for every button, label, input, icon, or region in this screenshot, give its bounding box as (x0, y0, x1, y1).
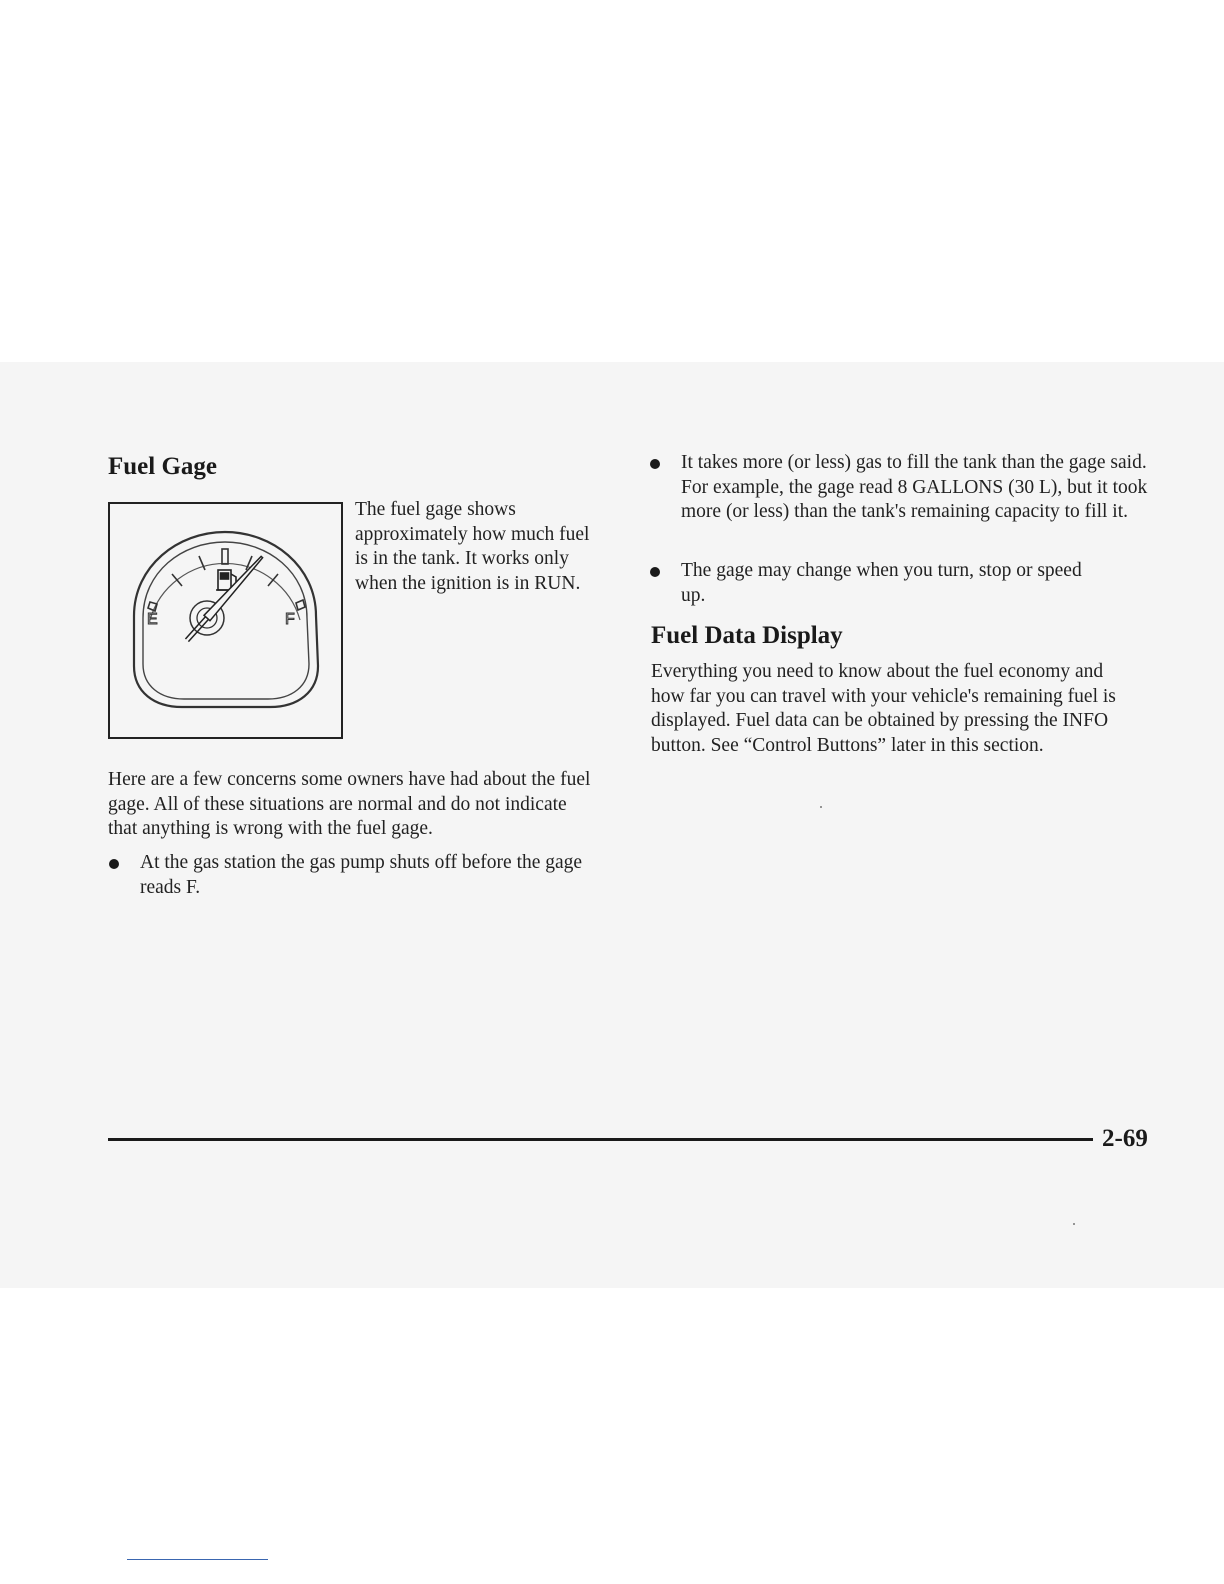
bullet-dot (109, 859, 119, 869)
footer-rule (108, 1138, 1093, 1141)
gauge-tick (172, 574, 182, 586)
footer-link-underline (127, 1559, 268, 1560)
fuel-gauge-illustration (110, 504, 341, 737)
fuel-data-display-body: Everything you need to know about the fuel economy and how far you can travel with your vehicle's remaining fuel is displayed. Fuel data can be obtained by pressing the INFO button. See “Control Buttons” later in this section. (651, 661, 1116, 756)
bullet-text: It takes more (or less) gas to fill the tank than the gage said. For example, the gage read 8 GALLONS (30 L), but it took more (or less) than the tank's remaining capacity to fill it. (681, 452, 1148, 522)
page-number: 2-69 (1102, 1125, 1148, 1152)
scan-speck (1073, 1223, 1075, 1225)
gauge-needle (184, 554, 265, 643)
bullet-dot (650, 459, 660, 469)
fuel-gage-description: The fuel gage shows approximately how much fuel is in the tank. It works only when the ignition is in RUN. (355, 499, 590, 594)
gauge-tick-center (222, 549, 228, 564)
bullet-item (140, 851, 598, 900)
gauge-tick (268, 574, 278, 586)
empty-warning-tick (148, 602, 157, 611)
full-tick (296, 600, 305, 610)
bullet-item (681, 559, 1101, 608)
gauge-full-label: F (285, 611, 295, 628)
fuel-gage-concerns-intro: Here are a few concerns some owners have had about the fuel gage. All of these situations are normal and do not indicate that anything is wrong with the fuel gage. (108, 769, 591, 839)
bullet-text: At the gas station the gas pump shuts off before the gage reads F. (140, 852, 583, 898)
gauge-empty-label: E (147, 611, 158, 628)
fuel-gage-figure (108, 502, 343, 739)
bullet-text: The gage may change when you turn, stop or speed up. (681, 560, 1082, 606)
fuel-data-display-heading: Fuel Data Display (651, 622, 843, 649)
scan-speck (820, 806, 822, 808)
bullet-dot (650, 567, 660, 577)
bullet-item (681, 451, 1151, 525)
gauge-dial-arc (150, 563, 300, 620)
fuel-gage-heading: Fuel Gage (108, 453, 218, 480)
